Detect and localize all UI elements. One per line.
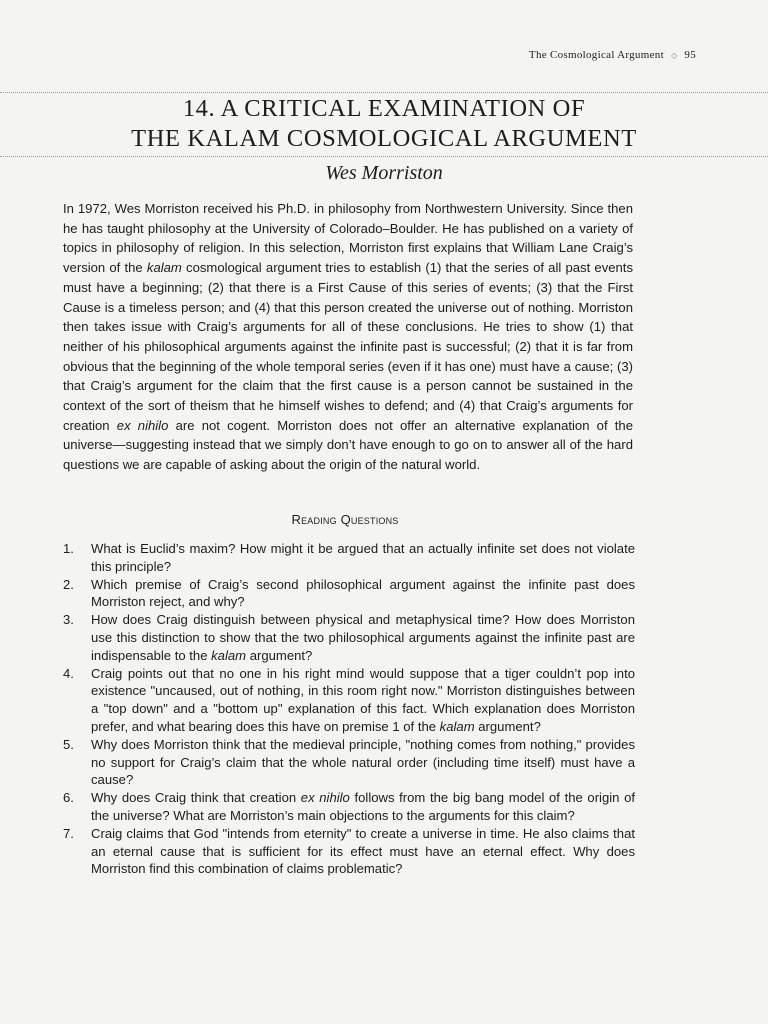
question-text: Craig claims that God "intends from eternity" to create a universe in time. He also claims that an eternal cause that is sufficient for its effect must have an eternal effect. Why does Morriston find this combination of claims problematic?: [91, 825, 635, 877]
page-number: 95: [684, 49, 696, 61]
question-number: 2.: [63, 576, 74, 592]
question-text: Which premise of Craig’s second philosophical argument against the infinite past does Morriston reject, and why?: [91, 576, 635, 610]
diamond-icon: ◇: [670, 50, 678, 60]
question-text: Craig points out that no one in his right mind would suppose that a tiger couldn’t pop into existence "uncaused, out of nothing, in this room right now." Morriston distinguishes between a "top down" and a "bottom up" explanation of this fact. Which explanation does Morriston prefer, and what bearing does this have on premise 1 of the kalam argument?: [91, 665, 635, 734]
question-text: What is Euclid’s maxim? How might it be argued that an actually infinite set does not violate this principle?: [91, 541, 635, 574]
question-text: Why does Craig think that creation ex nihilo follows from the big bang model of the origin of the universe? What are Morriston’s main objections to the arguments for this claim?: [91, 790, 635, 823]
chapter-title-line-2: THE KALAM COSMOLOGICAL ARGUMENT: [131, 125, 637, 152]
intro-text-2: cosmological argument tries to establish (1) that the series of all past events must have a beginning; (2) that there is a First Cause of this series of events; (3) that the First Cause is a timeless person; and (4) that this person created the universe out of nothing. Morriston then takes issue with Craig’s arguments for all of these conclusions. He tries to show (1) that neither of his philosophical arguments against the infinite past is successful; (2) that it is far from obvious that the beginning of the whole temporal series (even if it has one) must have a cause; (3) that Craig’s argument for the claim that the first cause is a person cannot be sustained in the context of the sort of theism that he himself wishes to defend; and (4) that Craig’s arguments for creation: [63, 260, 633, 433]
question-number: 4.: [63, 665, 74, 681]
reading-questions-list: [63, 540, 635, 878]
intro-paragraph: [63, 199, 633, 475]
intro-emphasis-kalam: kalam: [146, 260, 182, 276]
running-head: [529, 49, 696, 61]
list-item: [63, 736, 635, 789]
intro-emphasis-ex-nihilo: ex nihilo: [116, 417, 169, 433]
running-head-title: The Cosmological Argument: [528, 49, 664, 61]
intro-text-1: In 1972, Wes Morriston received his Ph.D. in philosophy from Northwestern University. Since then he has taught philosophy at the University of Colorado–Boulder. He has published on a variety of topics in philosophy of religion. In this selection, Morriston first explains that William Lane Craig’s version of the: [63, 201, 633, 276]
question-number: 1.: [63, 541, 74, 556]
question-text: Why does Morriston think that the medieval principle, "nothing comes from nothing," provides no support for Craig’s claim that the whole natural order (including time itself) must have a cause?: [91, 736, 635, 788]
list-item: [63, 576, 635, 612]
question-number: 7.: [63, 825, 74, 841]
list-item: [63, 611, 635, 664]
bottom-divider: [0, 156, 768, 157]
author-name: Wes Morriston: [325, 162, 443, 184]
list-item: [63, 825, 635, 878]
question-text: How does Craig distinguish between physical and metaphysical time? How does Morriston use this distinction to show that the two philosophical arguments against the infinite past are indispensable to the kalam argument?: [91, 612, 635, 663]
list-item: [63, 789, 635, 825]
question-number: 5.: [63, 736, 74, 752]
top-divider: [0, 92, 768, 93]
list-item: [63, 540, 635, 576]
chapter-title-line-1: 14. A CRITICAL EXAMINATION OF: [182, 95, 586, 122]
reading-questions-heading: Reading Questions: [291, 512, 399, 527]
question-number: 3.: [63, 612, 74, 628]
intro-text-3: are not cogent. Morriston does not offer an alternative explanation of the universe—suggesting instead that we simply don’t have enough to go on to answer all of the hard questions we are capable of asking about the origin of the natural world.: [63, 417, 633, 473]
question-number: 6.: [63, 790, 74, 806]
chapter-title: [0, 94, 768, 154]
list-item: [63, 665, 635, 736]
